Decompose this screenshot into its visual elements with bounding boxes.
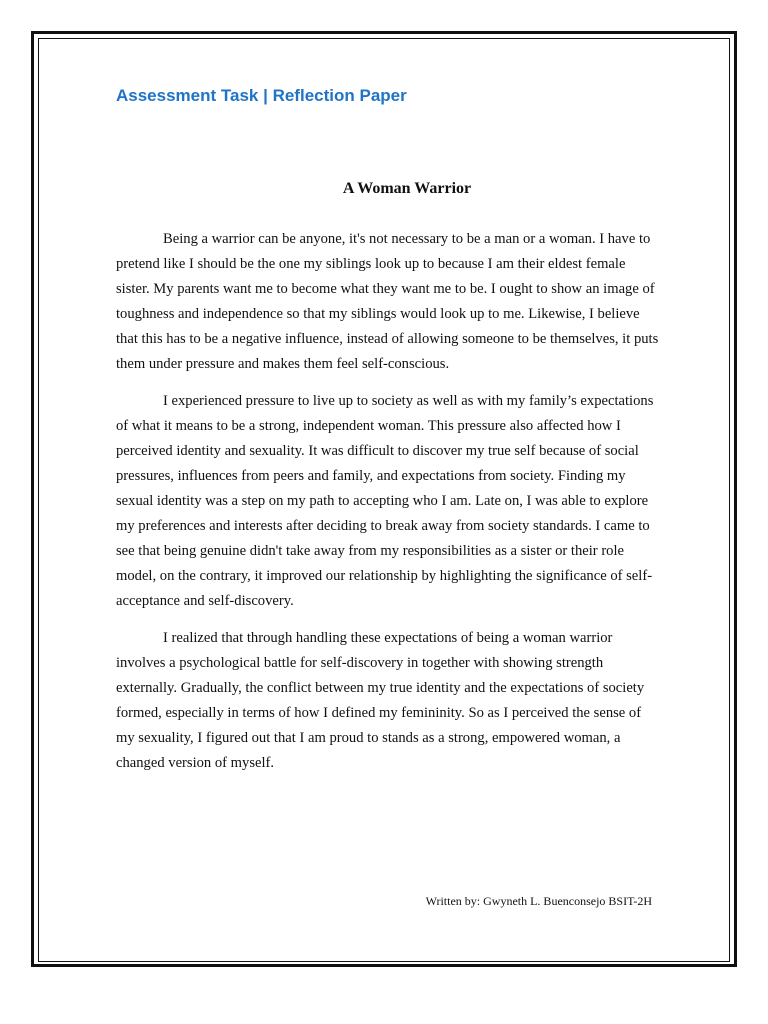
paragraph-2: I experienced pressure to live up to society as well as with my family’s expectations of what it means to be a strong, independent woman. This pressure also affected how I perceived identity and sexuality. It was difficult to discover my true self because of social pressures, influences from peers and family, and expectations from society. Finding my sexual identity was a step on my path to accepting who I am. Late on, I was able to explore my preferences and interests after deciding to break away from society standards. I came to see that being genuine didn't take away from my responsibilities as a sister or their role model, on the contrary, it improved our relationship by highlighting the significance of self-acceptance and self-discovery.	[116, 393, 654, 609]
paragraph-3: I realized that through handling these expectations of being a woman warrior involves a psychological battle for self-discovery in together with showing strength externally. Gradually, the conflict between my true identity and the expectations of society formed, especially in terms of how I defined my femininity. So as I perceived the sense of my sexuality, I figured out that I am proud to stands as a strong, empowered woman, a changed version of myself.	[116, 630, 645, 771]
assessment-header: Assessment Task | Reflection Paper	[116, 86, 407, 105]
author-signature: Written by: Gwyneth L. Buenconsejo BSIT-2H	[425, 894, 652, 908]
document-body	[116, 227, 662, 788]
paragraph-1: Being a warrior can be anyone, it's not necessary to be a man or a woman. I have to pretend like I should be the one my siblings look up to because I am their eldest female sister. My parents want me to become what they want me to be. I ought to show an image of toughness and independence so that my siblings would look up to me. Likewise, I believe that this has to be a negative influence, instead of allowing someone to be themselves, it puts them under pressure and makes them feel self-conscious.	[116, 231, 659, 372]
document-title: A Woman Warrior	[342, 180, 472, 197]
